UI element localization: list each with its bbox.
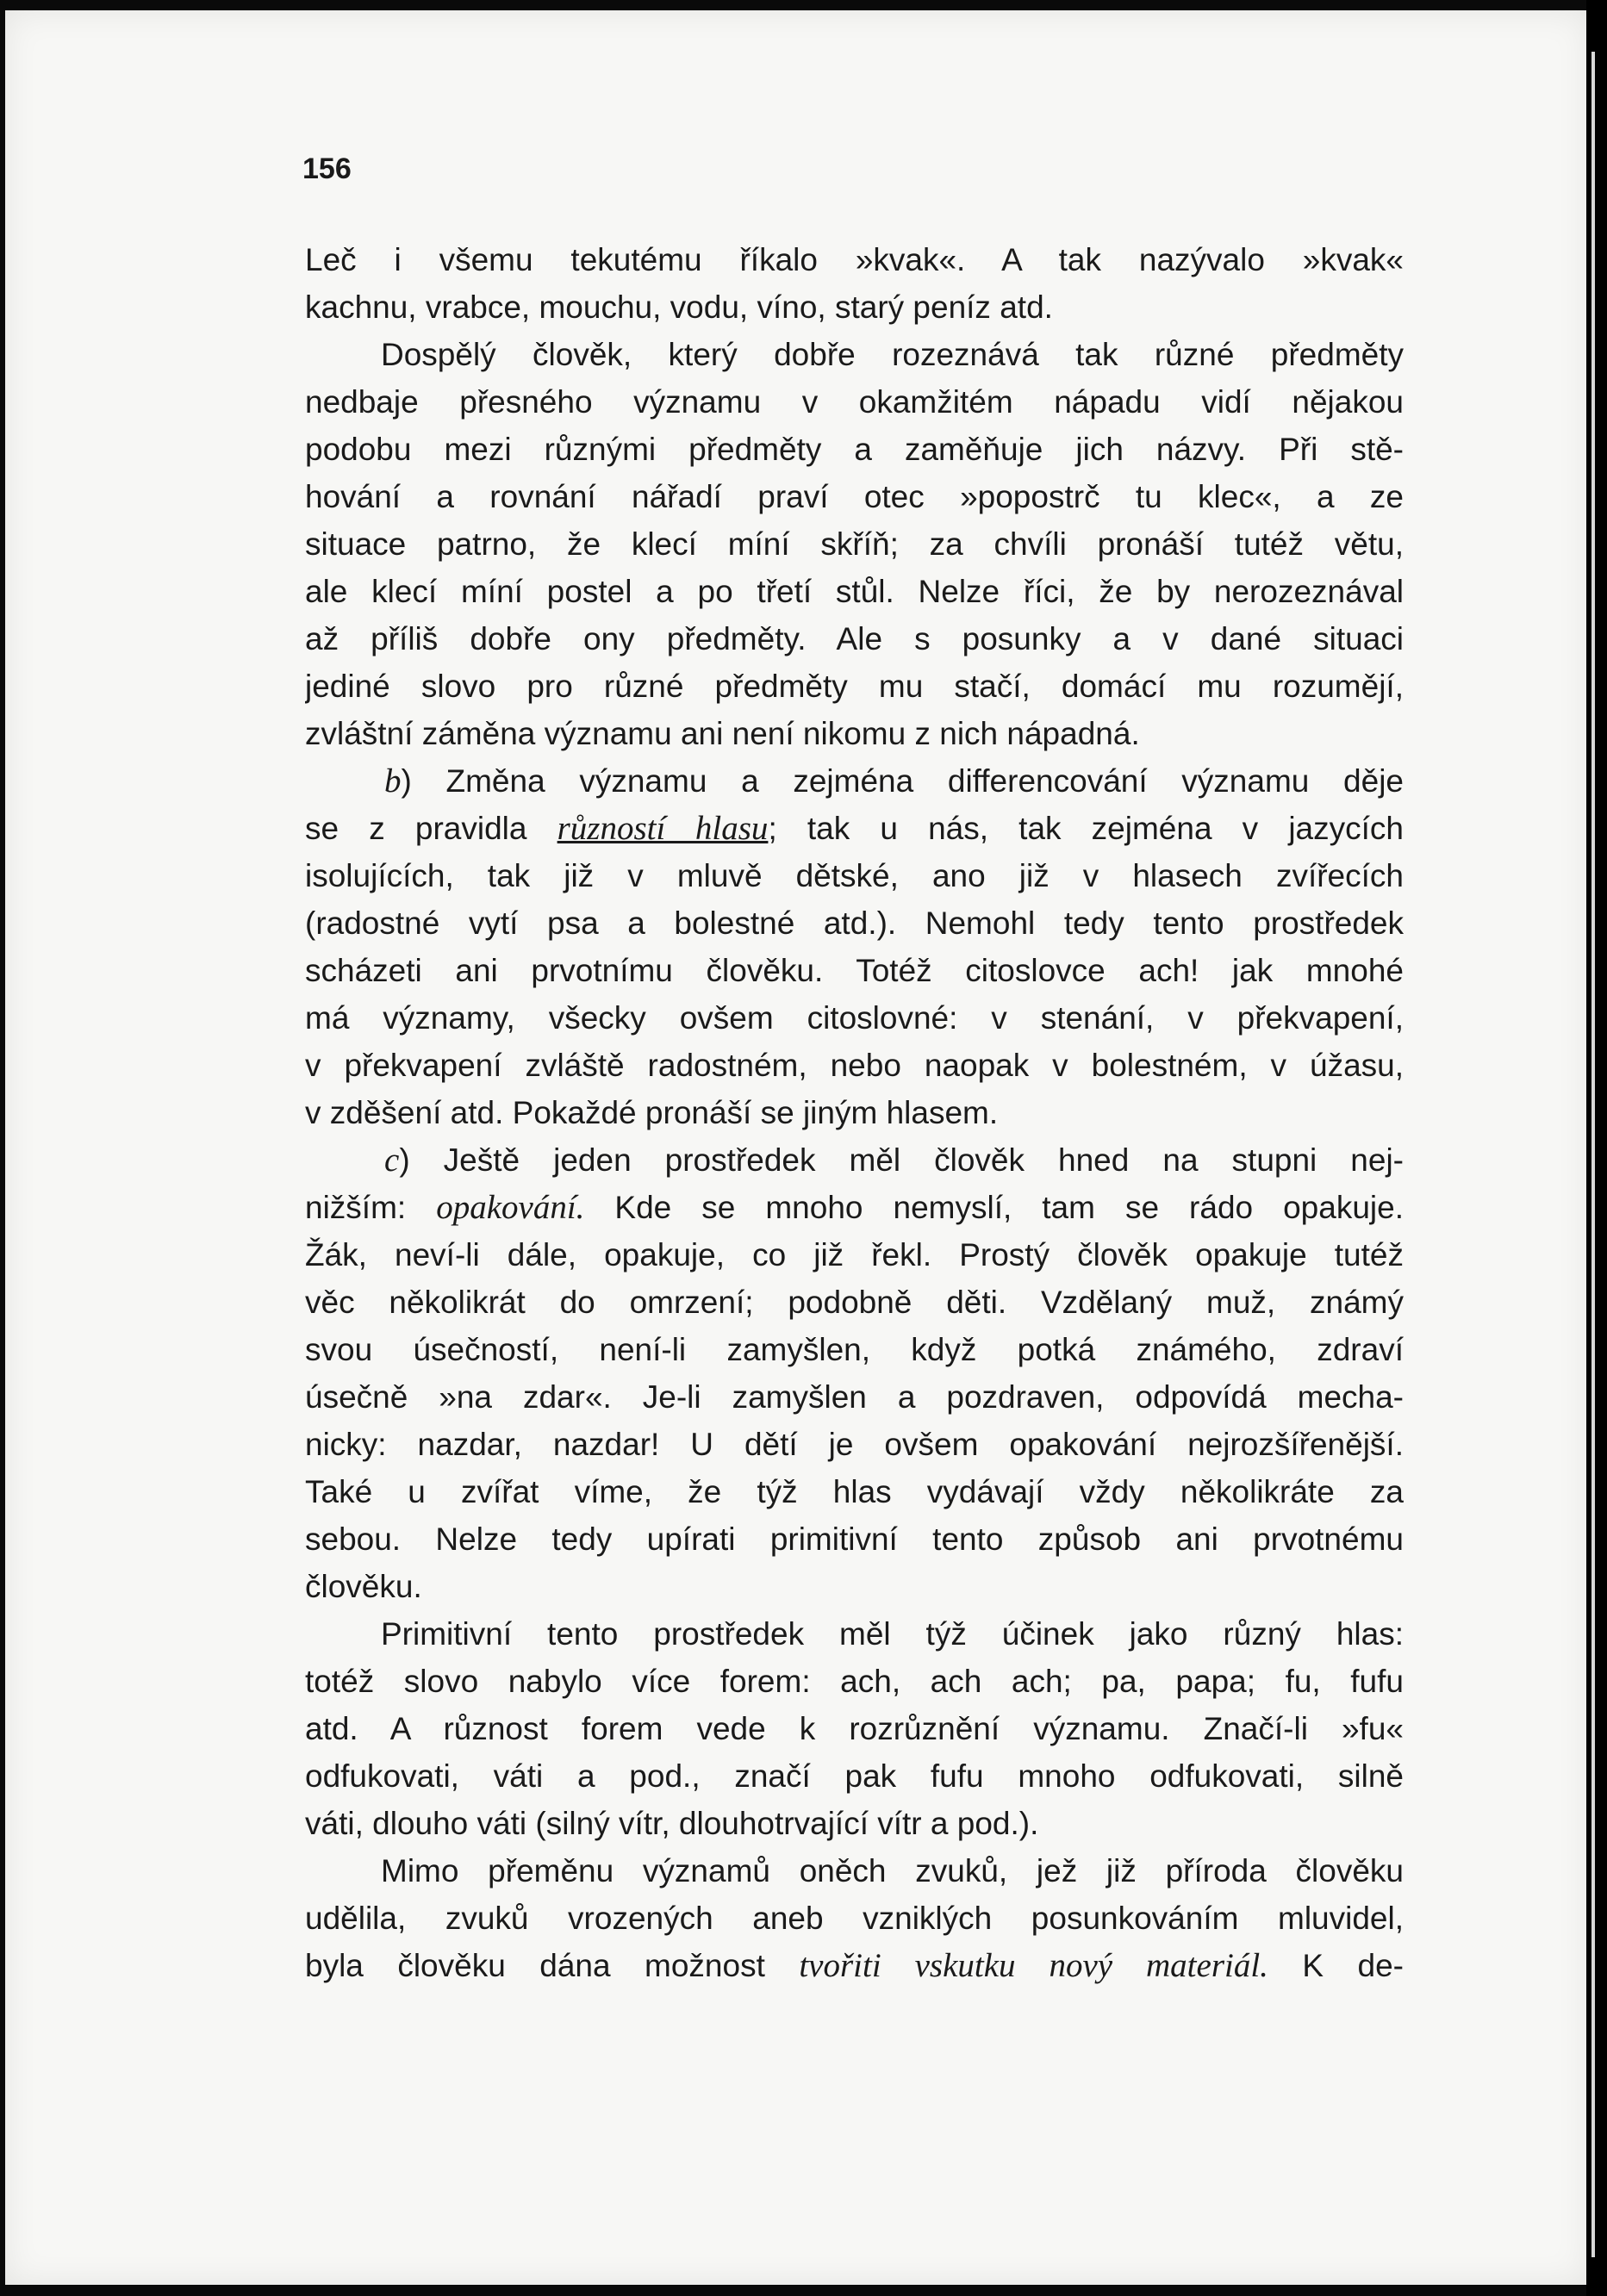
text-line: isolujících, tak již v mluvě dětské, ano již v hlasech zvířecích	[305, 858, 1404, 893]
text-line: zvláštní záměna významu ani není nikomu z nich nápadná.	[305, 716, 1140, 751]
text-line: jediné slovo pro různé předměty mu stačí, domácí mu rozumějí,	[305, 669, 1404, 704]
text-line: b) Změna významu a zejména differencování významu děje	[384, 762, 1404, 800]
text-line: udělila, zvuků vrozených aneb vzniklých posunkováním mluvidel,	[305, 1901, 1404, 1936]
text-line: váti, dlouho váti (silný vítr, dlouhotrvající vítr a pod.).	[305, 1806, 1039, 1841]
text-line: totéž slovo nabylo více forem: ach, ach ach; pa, papa; fu, fufu	[305, 1664, 1404, 1699]
page-edge-line	[1591, 52, 1595, 2257]
text-line: v překvapení zvláště radostném, nebo naopak v bolestném, v úžasu,	[305, 1048, 1404, 1083]
text-line: c) Ještě jeden prostředek měl člověk hned na stupni nej-	[384, 1142, 1404, 1179]
text-line: Leč i všemu tekutému říkalo »kvak«. A tak nazývalo »kvak«	[305, 242, 1404, 277]
text-line: nedbaje přesného významu v okamžitém nápadu vidí nějakou	[305, 384, 1404, 420]
text-line: hování a rovnání nářadí praví otec »popostrč tu klec«, a ze	[305, 479, 1404, 514]
body-text	[305, 236, 1404, 1989]
page-edge-shadow	[1586, 0, 1607, 2296]
text-line: až příliš dobře ony předměty. Ale s posunky a v dané situaci	[305, 621, 1404, 656]
text-line: ale klecí míní postel a po třetí stůl. Nelze říci, že by nerozeznával	[305, 574, 1404, 609]
text-line: sebou. Nelze tedy upírati primitivní tento způsob ani prvotnému	[305, 1521, 1404, 1557]
page-number: 156	[302, 152, 352, 185]
text-line: odfukovati, váti a pod., značí pak fufu mnoho odfukovati, silně	[305, 1758, 1404, 1794]
text-line: Dospělý člověk, který dobře rozeznává tak různé předměty	[381, 337, 1404, 372]
text-line: scházeti ani prvotnímu člověku. Totéž citoslovce ach! jak mnohé	[305, 953, 1404, 988]
text-line: svou úsečností, není-li zamyšlen, když potká známého, zdraví	[305, 1332, 1404, 1367]
text-line: nicky: nazdar, nazdar! U dětí je ovšem opakování nejrozšířenější.	[305, 1427, 1404, 1462]
text-line: člověku.	[305, 1569, 422, 1604]
text-line: věc několikrát do omrzení; podobně děti. Vzdělaný muž, známý	[305, 1285, 1404, 1320]
text-line: Primitivní tento prostředek měl týž účinek jako různý hlas:	[381, 1616, 1404, 1652]
text-line: úsečně »na zdar«. Je-li zamyšlen a pozdraven, odpovídá mecha-	[305, 1379, 1404, 1415]
text-line: atd. A různost forem vede k rozrůznění významu. Značí-li »fu«	[305, 1711, 1404, 1746]
text-line: situace patrno, že klecí míní skříň; za chvíli pronáší tutéž větu,	[305, 526, 1404, 562]
text-line: v zděšení atd. Pokaždé pronáší se jiným hlasem.	[305, 1095, 999, 1130]
text-line: byla člověku dána možnost tvořiti vskutku nový materiál. K de-	[305, 1947, 1404, 1984]
text-line: kachnu, vrabce, mouchu, vodu, víno, starý peníz atd.	[305, 289, 1053, 325]
text-line: nižším: opakování. Kde se mnoho nemyslí, tam se rádo opakuje.	[305, 1189, 1404, 1226]
text-line: Také u zvířat víme, že týž hlas vydávají vždy několikráte za	[305, 1474, 1404, 1509]
text-line: (radostné vytí psa a bolestné atd.). Nemohl tedy tento prostředek	[305, 905, 1404, 941]
text-line: se z pravidla růzností hlasu; tak u nás, tak zejména v jazycích	[305, 810, 1404, 847]
text-line: má významy, všecky ovšem citoslovné: v stenání, v překvapení,	[305, 1000, 1404, 1036]
text-line: podobu mezi různými předměty a zaměňuje jich názvy. Při stě-	[305, 432, 1404, 467]
book-page	[5, 10, 1589, 2285]
text-line: Mimo přeměnu významů oněch zvuků, jež již příroda člověku	[381, 1853, 1404, 1888]
text-line: Žák, neví-li dále, opakuje, co již řekl. Prostý člověk opakuje tutéž	[305, 1237, 1404, 1272]
